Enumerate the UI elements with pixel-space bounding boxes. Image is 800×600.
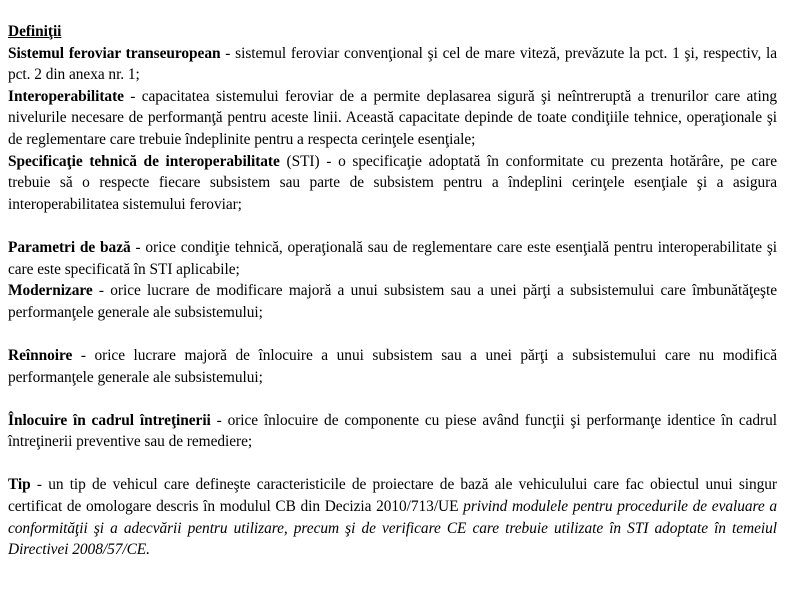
definition-sti: [8, 151, 777, 216]
definition-text: - o specificaţie adoptată în conformitate cu prezenta hotărâre, pe care trebuie să o respecte fiecare subsistem sau parte de subsistem pentru a îndeplini cerinţele esenţiale şi a asigura interoperabilitatea sistemului feroviar;: [8, 152, 777, 213]
definition-text: - capacitatea sistemului feroviar de a permite deplasarea sigură şi neîntreruptă a trenurilor care ating nivelurile necesare de performanţă pentru aceste linii. Această capacitate depinde de toate condiţiile tehnice, operaţionale şi de reglementare care trebuie îndeplinite pentru a respecta cerinţele esenţiale;: [8, 87, 777, 148]
definition-term: Modernizare: [8, 282, 93, 300]
definition-tip: [8, 474, 777, 560]
document-page: [8, 21, 777, 561]
definition-modernizare: [8, 280, 777, 323]
definition-term: Tip: [8, 476, 31, 494]
definition-term: Specificaţie tehnică de interoperabilitate: [8, 152, 280, 170]
definition-text: - orice lucrare de modificare majoră a unui subsistem sau a unei părţi a subsistemului care îmbunătăţeşte performanţele generale ale subsistemului;: [8, 282, 777, 321]
definition-parametri-de-baza: [8, 237, 777, 280]
definition-term: Sistemul feroviar transeuropean: [8, 44, 221, 62]
definition-italic-text: privind modulele pentru procedurile de evaluare a conformităţii şi a adecvării pentru utilizare, precum şi de verificare CE care trebuie utilizate în STI adoptate în temeiul Directivei 2008/57/CE.: [8, 498, 778, 559]
definition-term-suffix: (STI): [279, 152, 320, 170]
definition-term: Înlocuire în cadrul întreţinerii: [8, 411, 211, 429]
blank-line: [8, 323, 777, 345]
blank-line: [8, 453, 777, 475]
definition-term: Parametri de bază: [8, 238, 131, 256]
definition-text: - sistemul feroviar convenţional şi cel de mare viteză, prevăzute la pct. 1 şi, respectiv, la pct. 2 din anexa nr. 1;: [8, 44, 777, 84]
definition-text: - orice condiţie tehnică, operaţională sau de reglementare care este esenţială pentru interoperabilitate şi care este specificată în STI aplicabile;: [8, 238, 777, 278]
definition-text: - un tip de vehicul care defineşte caracteristicile de proiectare de bază ale vehiculului care fac obiectul unui singur certificat de omologare descris în modulul CB din Decizia 2010/713/UE: [8, 476, 777, 516]
definition-sistemul-feroviar: [8, 43, 777, 86]
definition-interoperabilitate: [8, 86, 777, 151]
definition-text: - orice lucrare majoră de înlocuire a unui subsistem sau a unei părţi a subsistemului care nu modifică performanţele generale ale subsistemului;: [8, 346, 777, 386]
definition-term: Interoperabilitate: [8, 87, 124, 105]
section-title: Definiţii: [8, 23, 62, 40]
blank-line: [8, 388, 777, 410]
definition-inlocuire-intretinere: [8, 410, 777, 453]
definition-text: - orice înlocuire de componente cu piese având funcţii şi performanţe identice în cadrul întreţinerii preventive sau de remediere;: [8, 411, 777, 451]
definition-term: Reînnoire: [8, 346, 73, 364]
definition-reinnoire: [8, 345, 777, 388]
blank-line: [8, 215, 777, 237]
